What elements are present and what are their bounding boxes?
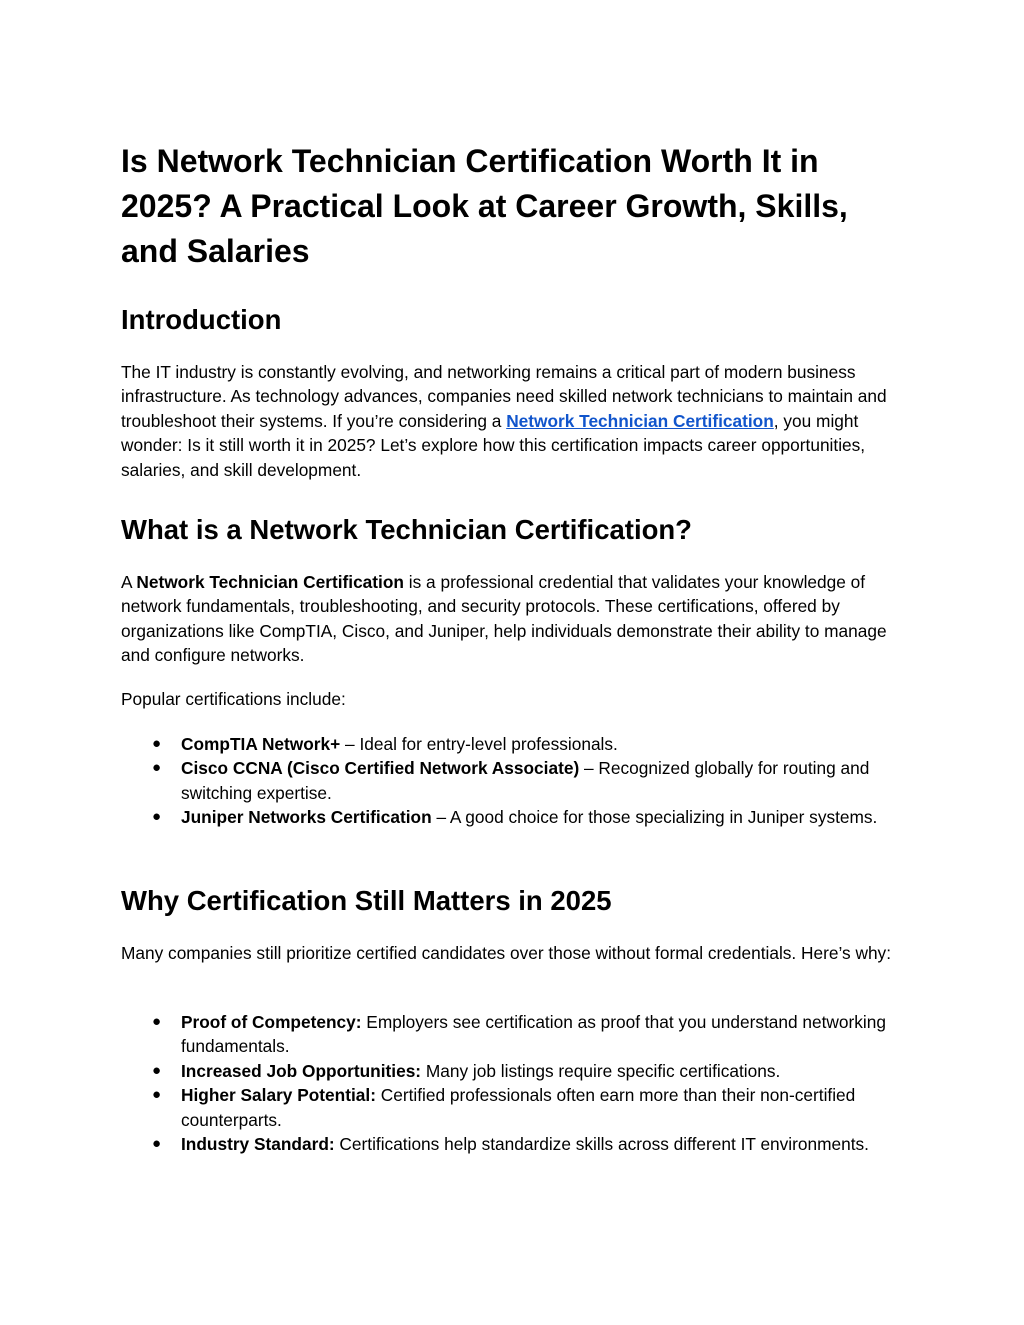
- list-item: [121, 732, 906, 756]
- list-item-text: Employers see certification as proof that you understand networking fundamentals.: [181, 1012, 886, 1057]
- list-item: [121, 1132, 906, 1156]
- list-item: [121, 1059, 906, 1083]
- list-item-text: Certified professionals often earn more than their non-certified counterparts.: [181, 1085, 856, 1130]
- network-technician-certification-link[interactable]: Network Technician Certification: [506, 410, 774, 431]
- why-heading: Why Certification Still Matters in 2025: [121, 885, 612, 916]
- list-item-text: Many job listings require specific certifications.: [421, 1060, 781, 1081]
- list-item-bold: CompTIA Network+: [181, 734, 341, 754]
- list-item: [121, 1010, 906, 1059]
- list-item-bold: Industry Standard:: [181, 1134, 335, 1155]
- intro-paragraph: [121, 360, 906, 482]
- list-item-text: Certifications help standardize skills across different IT environments.: [334, 1134, 869, 1155]
- list-item-bold: Increased Job Opportunities:: [181, 1060, 422, 1081]
- list-item-text: – Ideal for entry-level professionals.: [340, 734, 618, 754]
- what-text-bold: Network Technician Certification: [136, 572, 404, 592]
- list-item-bold: Proof of Competency:: [181, 1012, 362, 1032]
- intro-text-after: , you might wonder: Is it still worth it in 2025? Let’s explore how this certification impacts career opportunities, salaries, and skill development.: [121, 410, 866, 480]
- bullet-icon: ●: [152, 759, 162, 777]
- what-heading: What is a Network Technician Certification?: [121, 514, 692, 545]
- popular-certifications-intro: Popular certifications include:: [121, 689, 346, 709]
- list-item-bold: Cisco CCNA (Cisco Certified Network Associate): [181, 758, 580, 779]
- bullet-icon: ●: [152, 1061, 162, 1079]
- intro-text-before: The IT industry is constantly evolving, and networking remains a critical part of modern business infrastructure. As technology advances, companies need skilled network technicians to maintain and troubleshoot their systems. If you’re considering a: [121, 362, 887, 431]
- intro-heading: Introduction: [121, 304, 282, 335]
- what-paragraph: [121, 570, 906, 668]
- why-list: [121, 1010, 906, 1156]
- page-title: Is Network Technician Certification Worth It in 2025? A Practical Look at Career Growth, Skills, and Salaries: [121, 143, 848, 269]
- bullet-icon: ●: [152, 1086, 162, 1104]
- list-item-bold: Higher Salary Potential:: [181, 1085, 376, 1106]
- why-paragraph: Many companies still prioritize certified candidates over those without formal credentials. Here’s why:: [121, 943, 891, 963]
- what-text-prefix: A: [121, 572, 137, 592]
- list-item: [121, 805, 906, 829]
- list-item-text: – A good choice for those specializing in Juniper systems.: [431, 807, 878, 828]
- bullet-icon: ●: [152, 735, 162, 752]
- what-text-rest: is a professional credential that validates your knowledge of network fundamentals, troubleshooting, and security protocols. These certifications, offered by organizations like CompTIA, Cisco, and Juniper, help individuals demonstrate their ability to manage and configure networks.: [121, 572, 887, 666]
- bullet-icon: ●: [152, 1013, 162, 1030]
- bullet-icon: ●: [152, 808, 162, 826]
- certification-list: [121, 732, 906, 830]
- bullet-icon: ●: [152, 1135, 162, 1153]
- list-item-bold: Juniper Networks Certification: [181, 807, 432, 828]
- list-item-text: – Recognized globally for routing and switching expertise.: [181, 758, 870, 803]
- list-item: [121, 1083, 906, 1132]
- list-item: [121, 756, 906, 805]
